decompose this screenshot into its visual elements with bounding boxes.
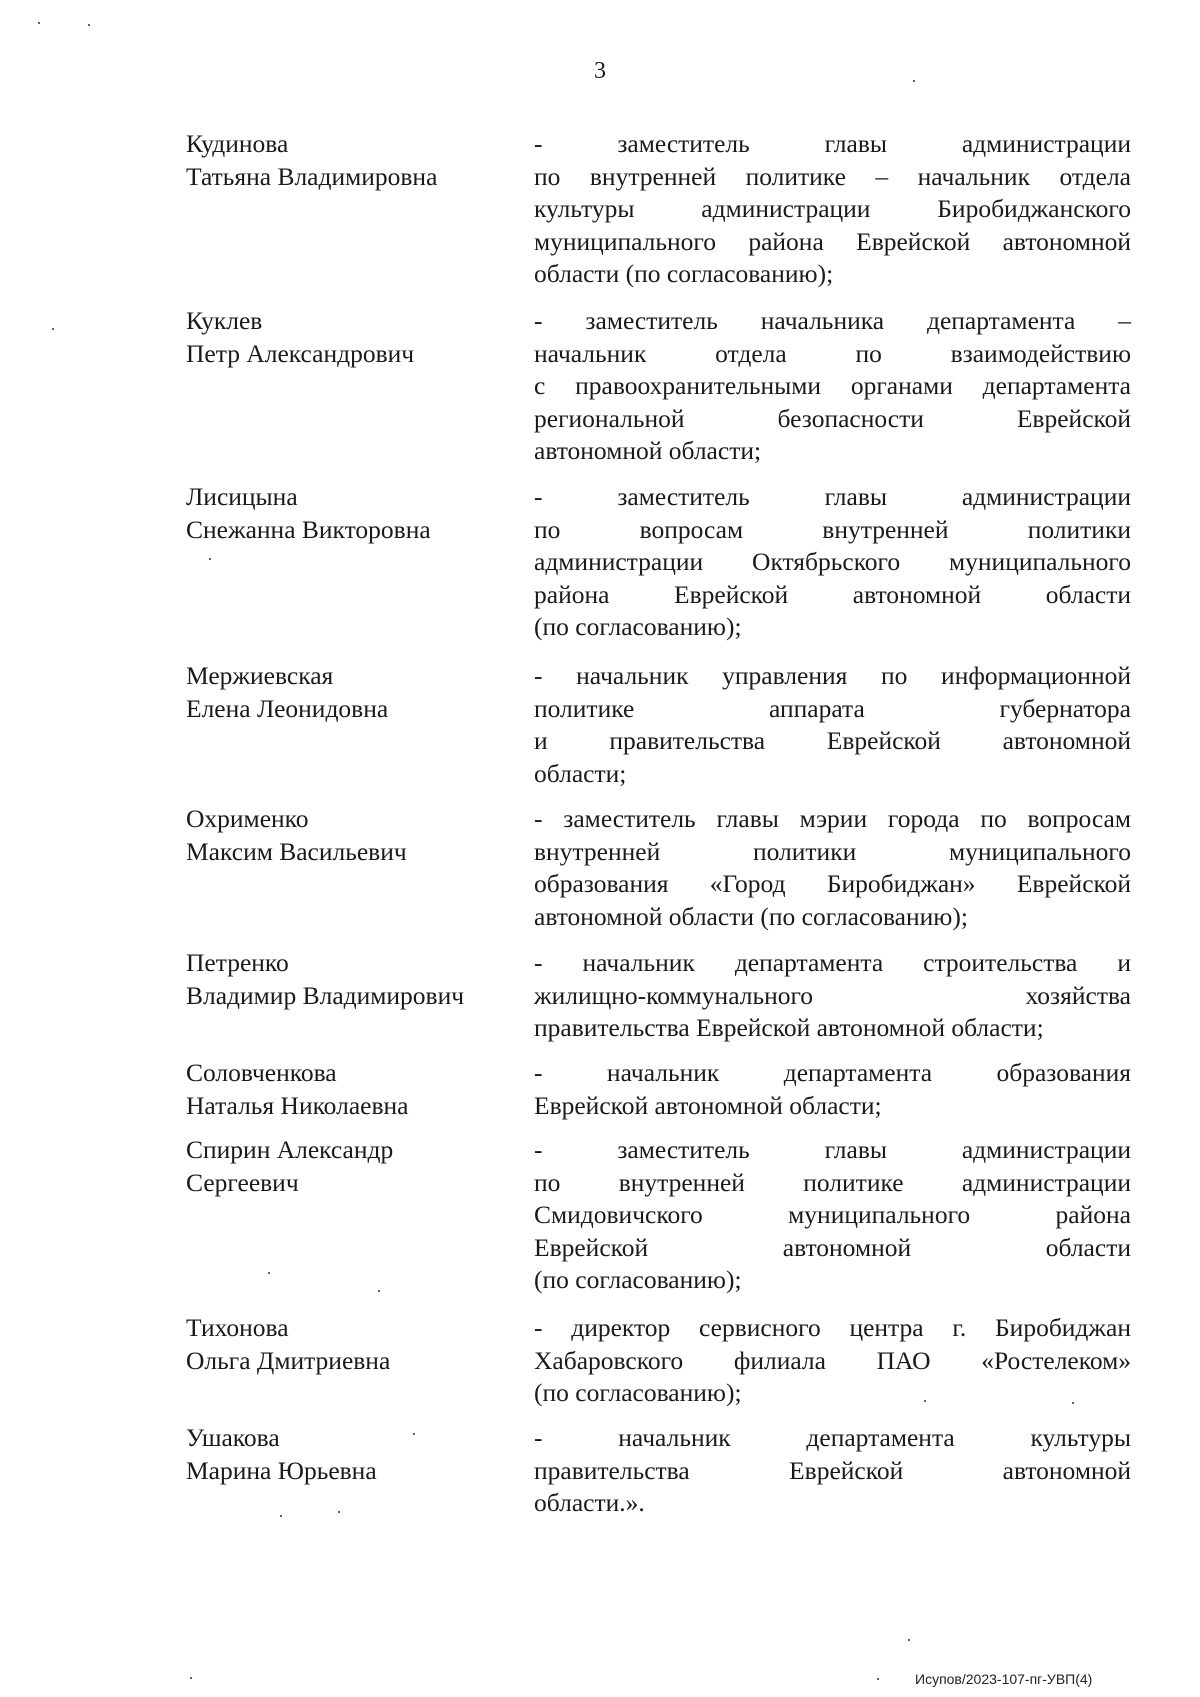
member-position-line: области; (534, 758, 627, 788)
member-position (534, 481, 1131, 644)
member-position-line: правительства Еврейской автономной области; (534, 1013, 1044, 1042)
member-position-line: региональной безопасности Еврейской (534, 403, 1131, 433)
member-position-line: (по согласованию); (534, 1265, 742, 1294)
member-position-line: культуры администрации Биробиджанского (534, 194, 1131, 223)
member-position-line: - начальник департамента строительства и (534, 948, 1131, 977)
member-position-line: внутренней политики муниципального (534, 836, 1131, 866)
member-position (534, 803, 1131, 933)
member-position-line: - заместитель главы администрации (534, 129, 1131, 158)
document-code: Исупов/2023-107-пг-УВП(4) (915, 1671, 1093, 1687)
member-position-line: - начальник управления по информационной (534, 661, 1131, 690)
member-name-line: Снежанна Викторовна (186, 514, 431, 544)
member-position-line: политике аппарата губернатора (534, 693, 1131, 723)
page-number: 3 (594, 58, 606, 84)
member-position-line: - заместитель начальника департамента – (534, 306, 1131, 335)
member-position-line: начальник отдела по взаимодействию (534, 338, 1131, 368)
member-position-line: по внутренней политике – начальник отдела (534, 161, 1131, 191)
member-position-line: и правительства Еврейской автономной (534, 726, 1131, 755)
member-position (534, 305, 1131, 468)
scan-speck (924, 1400, 926, 1402)
member-position-line: - заместитель главы мэрии города по вопросам (534, 804, 1131, 833)
member-name-line: Куклев (186, 306, 263, 335)
member-position-line: - заместитель главы администрации (534, 1135, 1131, 1164)
member-name-line: Кудинова (186, 129, 289, 158)
member-name (186, 947, 516, 1012)
scan-speck (913, 80, 915, 82)
member-position-line: автономной области; (534, 436, 762, 465)
member-position-line: администрации Октябрьского муниципального (534, 547, 1131, 576)
member-position (534, 1312, 1131, 1410)
scan-speck (280, 1515, 282, 1517)
scan-speck (52, 328, 54, 330)
member-position-line: (по согласованию); (534, 1378, 742, 1407)
member-name-line: Петренко (186, 948, 289, 977)
member-name-line: Охрименко (186, 804, 309, 833)
member-name-line: Сергеевич (186, 1167, 299, 1197)
member-position-line: правительства Еврейской автономной (534, 1455, 1131, 1485)
member-name-line: Лисицына (186, 482, 298, 511)
member-name (186, 660, 516, 725)
member-name (186, 128, 516, 193)
scan-speck (88, 24, 90, 26)
member-name (186, 1134, 516, 1199)
member-position-line: с правоохранительными органами департамента (534, 371, 1131, 400)
member-position-line: муниципального района Еврейской автономной (534, 226, 1131, 256)
member-name (186, 1057, 516, 1122)
member-name (186, 305, 516, 370)
scan-speck (378, 1290, 380, 1292)
member-position-line: по внутренней политике администрации (534, 1167, 1131, 1197)
scan-speck (877, 1678, 879, 1680)
member-position (534, 1422, 1131, 1520)
member-position-line: по вопросам внутренней политики (534, 514, 1131, 544)
member-name-line: Максим Васильевич (186, 836, 407, 866)
member-name-line: Соловченкова (186, 1058, 337, 1087)
member-name-line: Марина Юрьевна (186, 1455, 377, 1485)
member-position-line: - начальник департамента культуры (534, 1423, 1131, 1452)
scan-speck (908, 1639, 910, 1641)
member-name-line: Спирин Александр (186, 1135, 394, 1164)
member-position (534, 1057, 1131, 1122)
member-name-line: Наталья Николаевна (186, 1090, 409, 1120)
member-position-line: Хабаровского филиала ПАО «Ростелеком» (534, 1345, 1131, 1375)
member-position (534, 1134, 1131, 1297)
member-name-line: Татьяна Владимировна (186, 161, 438, 191)
scan-speck (338, 1511, 340, 1513)
scan-speck (1072, 1402, 1074, 1404)
member-position-line: - заместитель главы администрации (534, 482, 1131, 511)
member-position-line: области (по согласованию); (534, 259, 834, 288)
member-name-line: Тихонова (186, 1313, 289, 1342)
member-position (534, 128, 1131, 291)
member-position-line: Еврейской автономной области (534, 1232, 1131, 1262)
member-position-line: автономной области (по согласованию); (534, 901, 968, 931)
member-position (534, 947, 1131, 1045)
member-name-line: Елена Леонидовна (186, 693, 389, 723)
member-name (186, 1312, 516, 1377)
member-name-line: Ольга Дмитриевна (186, 1345, 391, 1375)
member-position-line: образования «Город Биробиджан» Еврейской (534, 869, 1131, 898)
member-position-line: Еврейской автономной области; (534, 1090, 882, 1120)
scan-speck (38, 22, 40, 24)
member-position-line: жилищно-коммунального хозяйства (534, 980, 1131, 1010)
member-name (186, 803, 516, 868)
member-position-line: области.». (534, 1488, 645, 1517)
member-name-line: Мержиевская (186, 661, 334, 690)
member-name (186, 481, 516, 546)
member-name-line: Ушакова (186, 1423, 280, 1452)
scan-speck (209, 558, 211, 560)
member-position-line: (по согласованию); (534, 612, 742, 641)
scan-speck (268, 1272, 270, 1274)
member-name-line: Владимир Владимирович (186, 980, 465, 1010)
member-name (186, 1422, 516, 1487)
scan-speck (190, 1677, 192, 1679)
member-position-line: Смидовичского муниципального района (534, 1200, 1131, 1229)
member-position-line: - начальник департамента образования (534, 1058, 1131, 1087)
member-position-line: - директор сервисного центра г. Биробиджан (534, 1313, 1131, 1342)
scan-speck (413, 1433, 415, 1435)
member-position (534, 660, 1131, 790)
member-name-line: Петр Александрович (186, 338, 415, 368)
member-position-line: района Еврейской автономной области (534, 579, 1131, 609)
